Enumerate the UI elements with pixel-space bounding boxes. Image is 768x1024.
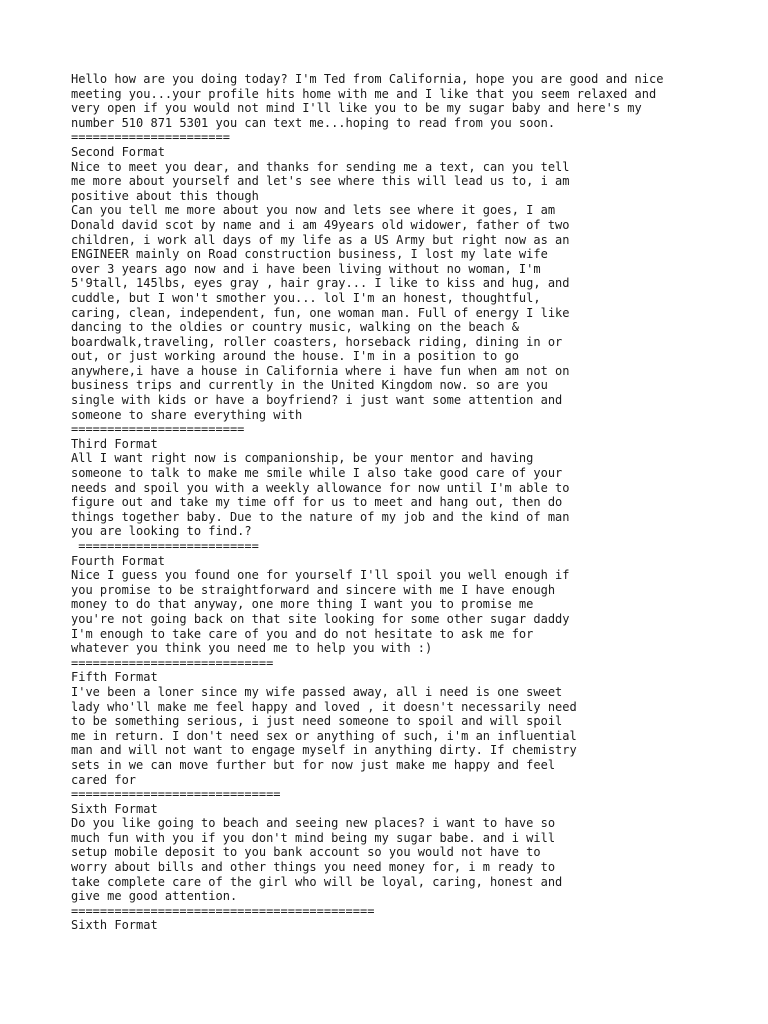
text-line: number 510 871 5301 you can text me...hoping to read from you soon. [71,115,556,130]
section-heading: Third Format [71,436,158,451]
text-line: needs and spoil you with a weekly allowance for now until I'm able to [71,480,570,495]
section-heading: Fifth Format [71,670,158,685]
section-heading: Sixth Format [71,801,158,816]
text-line: cared for [71,772,137,787]
text-line: 5'9tall, 145lbs, eyes gray , hair gray... I like to kiss and hug, and [71,276,570,291]
text-line: cuddle, but I won't smother you... lol I'm an honest, thoughtful, [71,290,541,305]
text-line: me more about yourself and let's see where this will lead us to, i am [71,174,570,189]
separator-line: ============================= [71,787,281,802]
text-line: over 3 years ago now and i have been living without no woman, I'm [71,261,541,276]
text-line: whatever you think you need me to help you with :) [71,641,433,656]
document-page [71,72,731,933]
separator-line: ======================== [71,422,245,437]
text-line: you promise to be straightforward and sincere with me I have enough [71,582,556,597]
text-line: Can you tell me more about you now and lets see where it goes, I am [71,203,556,218]
text-line: things together baby. Due to the nature of my job and the kind of man [71,509,570,524]
text-line: man and will not want to engage myself in anything dirty. If chemistry [71,743,577,758]
text-line: you're not going back on that site looking for some other sugar daddy [71,611,570,626]
text-line: single with kids or have a boyfriend? i just want some attention and [71,393,563,408]
section-heading: Second Format [71,144,165,159]
separator-line: ====================== [71,130,230,145]
text-line: ENGINEER mainly on Road construction business, I lost my late wife [71,247,548,262]
text-line: business trips and currently in the United Kingdom now. so are you [71,378,548,393]
text-line: anywhere,i have a house in California where i have fun when am not on [71,363,570,378]
text-line: out, or just working around the house. I'm in a position to go [71,349,519,364]
text-line: much fun with you if you don't mind being my sugar babe. and i will [71,830,556,845]
text-line: worry about bills and other things you need money for, i m ready to [71,860,556,875]
text-line: I'm enough to take care of you and do not hesitate to ask me for [71,626,534,641]
text-line: money to do that anyway, one more thing I want you to promise me [71,597,534,612]
text-line: dancing to the oldies or country music, walking on the beach & [71,320,519,335]
text-line: Nice I guess you found one for yourself I'll spoil you well enough if [71,568,570,583]
text-line: Donald david scot by name and i am 49years old widower, father of two [71,217,570,232]
text-line: very open if you would not mind I'll like you to be my sugar baby and here's my [71,101,642,116]
text-line: meeting you...your profile hits home with me and I like that you seem relaxed and [71,86,657,101]
text-line: All I want right now is companionship, be your mentor and having [71,451,534,466]
text-line: boardwalk,traveling, roller coasters, horseback riding, dining in or [71,334,563,349]
text-line: children, i work all days of my life as a US Army but right now as an [71,232,570,247]
text-line: Do you like going to beach and seeing new places? i want to have so [71,816,556,831]
text-line: I've been a loner since my wife passed away, all i need is one sweet [71,684,563,699]
text-line: you are looking to find.? [71,524,252,539]
text-line: setup mobile deposit to you bank account so you would not have to [71,845,541,860]
text-line: figure out and take my time off for us to meet and hang out, then do [71,495,563,510]
separator-line: ========================================== [71,903,375,918]
section-heading: Fourth Format [71,553,165,568]
text-line: me in return. I don't need sex or anything of such, i'm an influential [71,728,577,743]
text-line: caring, clean, independent, fun, one woman man. Full of energy I like [71,305,570,320]
text-line: Hello how are you doing today? I'm Ted from California, hope you are good and nice [71,72,664,86]
text-line: to be something serious, i just need someone to spoil and will spoil [71,714,563,729]
text-line: positive about this though [71,188,259,203]
separator-line: ========================= [71,539,259,553]
separator-line: ============================ [71,655,274,670]
text-line: give me good attention. [71,889,238,904]
text-line: take complete care of the girl who will be loyal, caring, honest and [71,874,563,889]
section-heading: Sixth Format [71,918,158,933]
text-line: sets in we can move further but for now just make me happy and feel [71,757,556,772]
text-line: Nice to meet you dear, and thanks for sending me a text, can you tell [71,159,570,174]
text-line: someone to talk to make me smile while I also take good care of your [71,466,563,481]
text-line: lady who'll make me feel happy and loved , it doesn't necessarily need [71,699,577,714]
text-line: someone to share everything with [71,407,303,422]
